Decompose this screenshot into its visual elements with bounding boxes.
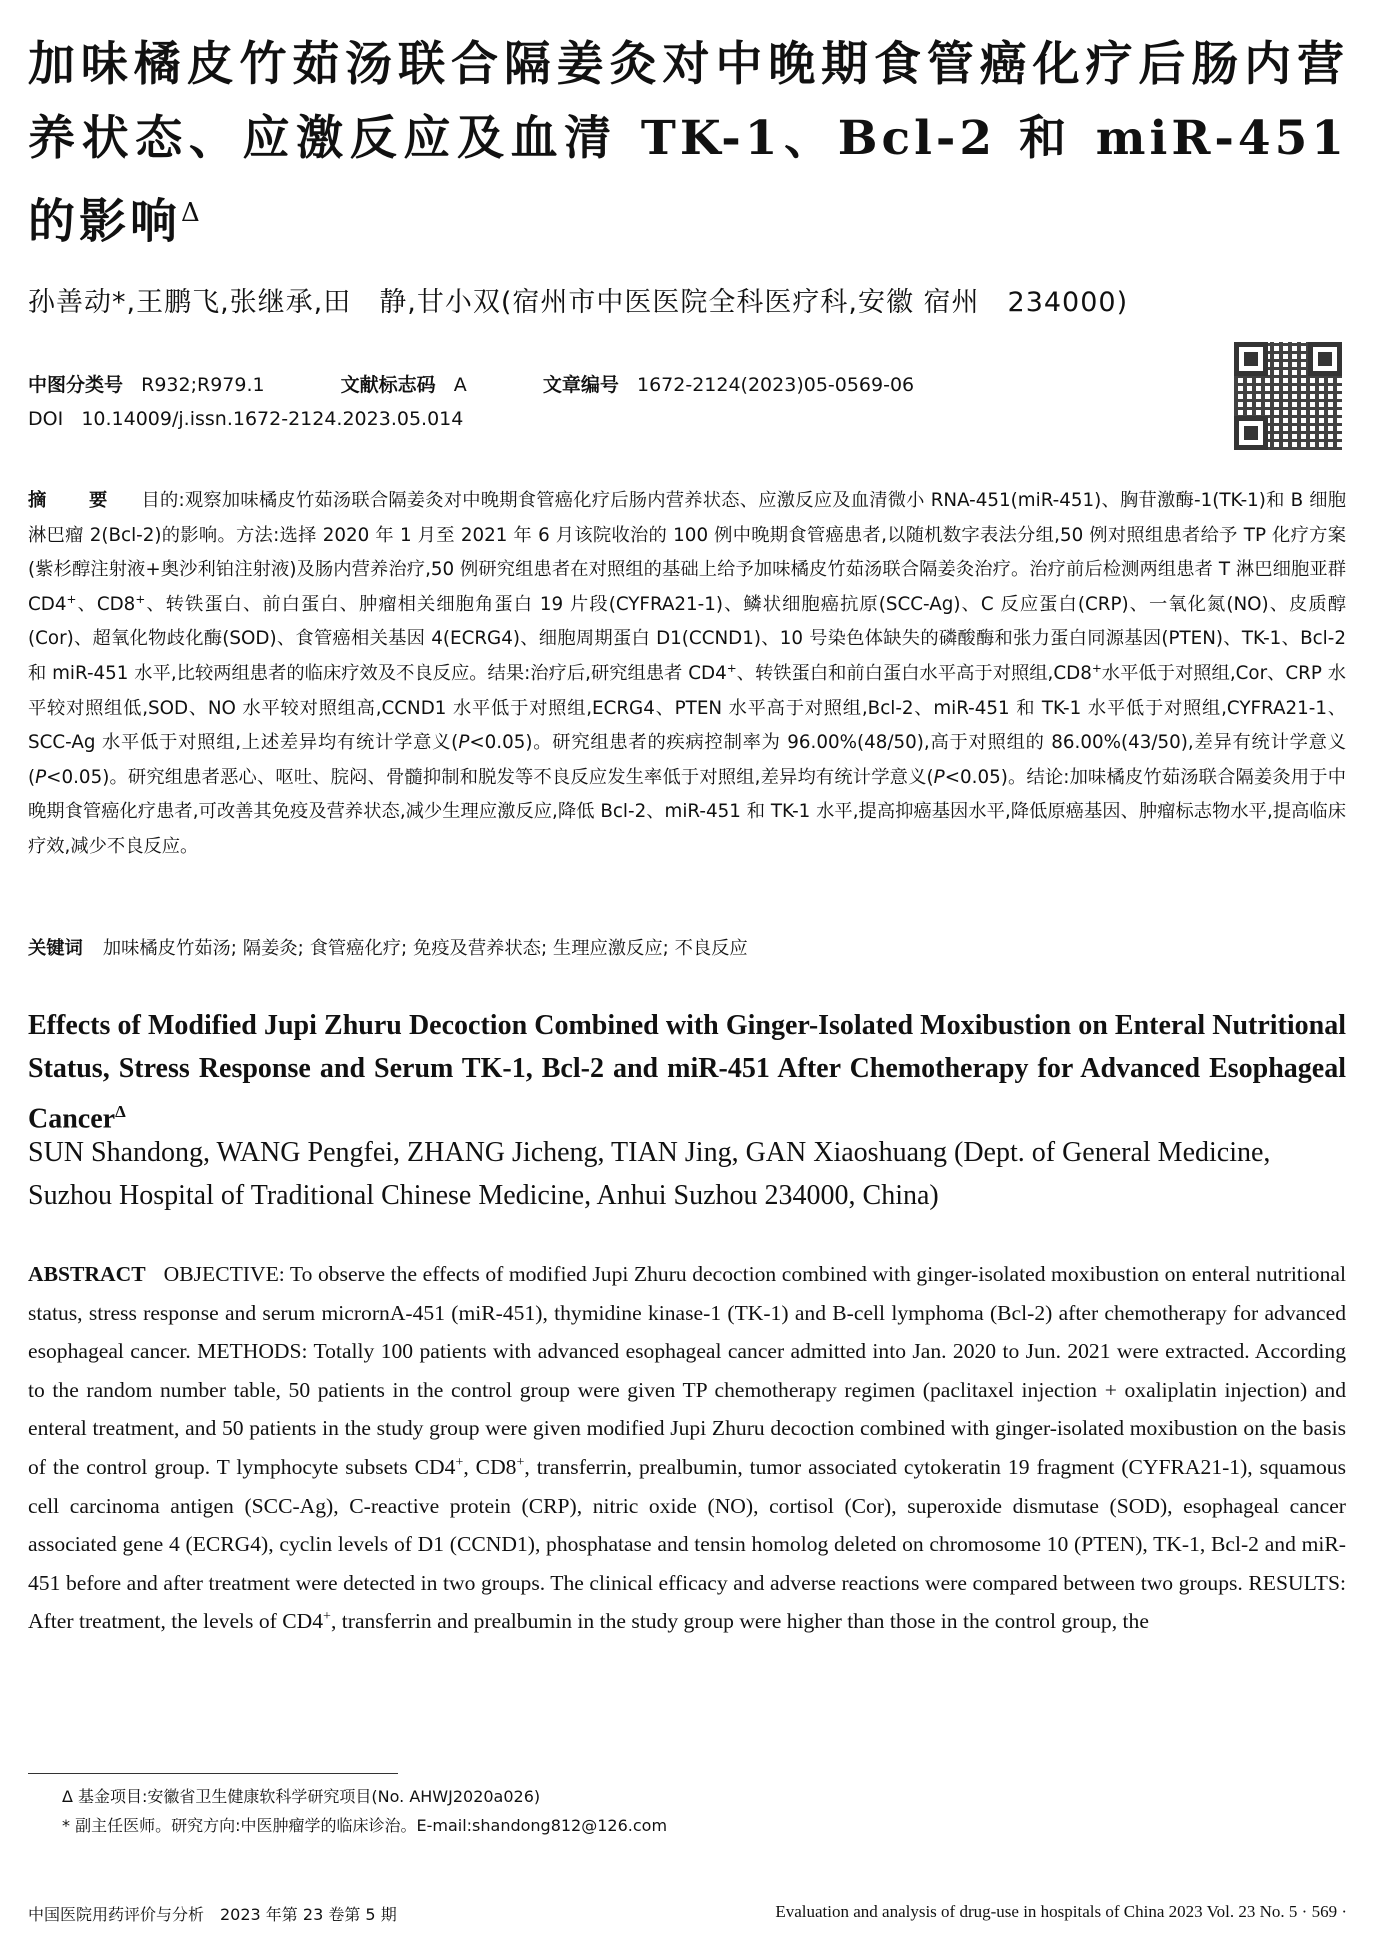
author-footnote: * 副主任医师。研究方向:中医肿瘤学的临床诊治。E-mail:shandong812@126.com: [62, 1816, 668, 1835]
footnotes: [62, 1782, 1262, 1840]
abstract-text: <0.05)。研究组患者恶心、呕吐、脘闷、骨髓抑制和脱发等不良反应发生率低于对照组,差异均有统计学意义(: [46, 766, 934, 788]
doi-label: DOI: [28, 408, 64, 430]
article-no-value: 1672-2124(2023)05-0569-06: [636, 374, 915, 396]
chinese-title: [28, 28, 1348, 260]
doi-value: 10.14009/j.issn.1672-2124.2023.05.014: [81, 408, 464, 430]
doi-line: [28, 408, 1228, 430]
superscript: +: [66, 591, 77, 606]
abstract-text: <0.05)。结论:加味橘皮竹茹汤联合隔姜灸用于中晚期食管癌化疗患者,可改善其免疫及营养状态,减少生理应激反应,降低 Bcl-2、miR-451 和 TK-1 水平,提高抑癌基因水平,降低原癌基因、肿瘤标志物水平,提高临床疗效,减少不良反应。: [28, 766, 1346, 857]
english-authors: SUN Shandong, WANG Pengfei, ZHANG Jicheng, TIAN Jing, GAN Xiaoshuang (Dept. of General Medicine, Suzhou Hospital of Traditional Chinese Medicine, Anhui Suzhou 234000, China): [28, 1137, 1271, 1211]
abstract-label: 摘 要: [28, 490, 120, 511]
footnote-divider: [28, 1773, 398, 1774]
english-title-text: Effects of Modified Jupi Zhuru Decoction Combined with Ginger-Isolated Moxibustion on Enteral Nutritional Status, Stress Response and Serum TK-1, Bcl-2 and miR-451 After Chemotherapy for Advanced Esophageal Cancer: [28, 1010, 1346, 1135]
abstract-text: , transferrin and prealbumin in the study group were higher than those in the control group, the: [330, 1609, 1149, 1634]
abstract-text: , CD8: [463, 1454, 517, 1479]
qr-code-icon: [1234, 342, 1342, 450]
abstract-text: OBJECTIVE: To observe the effects of modified Jupi Zhuru decoction combined with ginger-isolated moxibustion on enteral nutritional status, stress response and serum micrornA-451 (miR-451), thymidine kinase-1 (TK-1) and B-cell lymphoma (Bcl-2) after chemotherapy for advanced esophageal cancer. METHODS: Totally 100 patients with advanced esophageal cancer admitted into Jan. 2020 to Jun. 2021 were extracted. According to the random number table, 50 patients in the control group were given TP chemotherapy regimen (paclitaxel injection + oxaliplatin injection) and enteral treatment, and 50 patients in the study group were given modified Jupi Zhuru decoction combined with ginger-isolated moxibustion on the basis of the control group. T lymphocyte subsets CD4: [28, 1262, 1346, 1479]
article-no-label: 文章编号: [542, 374, 619, 396]
superscript: +: [516, 1453, 525, 1470]
keywords-label: 关键词: [28, 938, 83, 959]
p-symbol: P: [458, 732, 470, 754]
abstract-text: 、转铁蛋白、前白蛋白、肿瘤相关细胞角蛋白 19 片段(CYFRA21-1)、鳞状细胞癌抗原(SCC-Ag)、C 反应蛋白(CRP)、一氧化氮(NO)、皮质醇(Cor)、超氧化物歧化酶(SOD)、食管癌相关基因 4(ECRG4)、细胞周期蛋白 D1(CCND1)、10 号染色体缺失的磷酸酶和张力蛋白同源基因(PTEN)、TK-1、Bcl-2 和 miR-451 水平,比较两组患者的临床疗效及不良反应。结果:治疗后,研究组患者 CD4: [28, 593, 1347, 684]
p-symbol: P: [35, 766, 47, 788]
abstract-text: 、CD8: [76, 593, 136, 615]
abstract-text: , transferrin, prealbumin, tumor associated cytokeratin 19 fragment (CYFRA21-1), squamous cell carcinoma antigen (SCC-Ag), C-reactive protein (CRP), nitric oxide (NO), cortisol (Cor), superoxide dismutase (SOD), esophageal cancer associated gene 4 (ECRG4), cyclin levels of D1 (CCND1), phosphatase and tensin homolog deleted on chromosome 10 (PTEN), TK-1, Bcl-2 and miR-451 before and after treatment were detected in two groups. The clinical efficacy and adverse reactions were compared between two groups. RESULTS: After treatment, the levels of CD4: [28, 1454, 1347, 1634]
superscript: +: [323, 1608, 331, 1625]
chinese-authors: 孙善动*,王鹏飞,张继承,田 静,甘小双(宿州市中医医院全科医疗科,安徽 宿州 234000): [28, 287, 1129, 318]
abstract-text: 水平低于对照组,Cor、CRP 水平较对照组低,SOD、NO 水平较对照组高,CCND1 水平低于对照组,ECRG4、PTEN 水平高于对照组,Bcl-2、miR-451 和 TK-1 水平低于对照组,CYFRA21-1、SCC-Ag 水平低于对照组,上述差异均有统计学意义(: [28, 662, 1346, 754]
classification-line: [28, 370, 1228, 397]
fund-mark: Δ: [181, 198, 204, 228]
abstract-text: 目的:观察加味橘皮竹茹汤联合隔姜灸对中晚期食管癌化疗后肠内营养状态、应激反应及血清微小 RNA-451(miR-451)、胸苷激酶-1(TK-1)和 B 细胞淋巴瘤 2(Bcl-2)的影响。方法:选择 2020 年 1 月至 2021 年 6 月该院收治的 100 例中晚期食管癌患者,以随机数字表法分组,50 例对照组患者给予 TP 化疗方案(紫杉醇注射液+奥沙利铂注射液)及肠内营养治疗,50 例研究组患者在对照组的基础上给予加味橘皮竹茹汤联合隔姜灸治疗。治疗前后检测两组患者 T 淋巴细胞亚群 CD4: [28, 490, 1347, 615]
doc-code-value: A: [453, 374, 467, 396]
superscript: +: [135, 591, 146, 606]
p-symbol: P: [933, 766, 945, 788]
abstract-label: ABSTRACT: [28, 1262, 146, 1286]
english-title: [28, 1004, 1346, 1140]
journal-footer-en: Evaluation and analysis of drug-use in hospitals of China 2023 Vol. 23 No. 5 · 569 ·: [775, 1902, 1347, 1921]
superscript: +: [1091, 660, 1102, 675]
english-abstract: [28, 1255, 1346, 1641]
superscript: +: [455, 1453, 464, 1470]
clc-label: 中图分类号: [28, 374, 124, 396]
abstract-text: 、转铁蛋白和前白蛋白水平高于对照组,CD8: [736, 662, 1092, 684]
fund-footnote: Δ 基金项目:安徽省卫生健康软科学研究项目(No. AHWJ2020a026): [62, 1787, 541, 1806]
keywords-text: 加味橘皮竹茹汤; 隔姜灸; 食管癌化疗; 免疫及营养状态; 生理应激反应; 不良反应: [102, 938, 748, 959]
chinese-abstract: [28, 484, 1346, 865]
clc-value: R932;R979.1: [141, 374, 265, 396]
doc-code-label: 文献标志码: [340, 374, 436, 396]
superscript: +: [726, 660, 737, 675]
journal-footer-cn: 中国医院用药评价与分析 2023 年第 23 卷第 5 期: [28, 1905, 397, 1924]
fund-mark: Δ: [115, 1102, 126, 1121]
chinese-keywords: [28, 934, 1346, 960]
abstract-text: <0.05)。研究组患者的疾病控制率为 96.00%(48/50),高于对照组的 86.00%(43/50),差异有统计学意义(: [28, 732, 1346, 788]
chinese-title-text: 加味橘皮竹茹汤联合隔姜灸对中晚期食管癌化疗后肠内营养状态、应激反应及血清 TK-1、Bcl-2 和 miR-451 的影响: [28, 37, 1348, 250]
